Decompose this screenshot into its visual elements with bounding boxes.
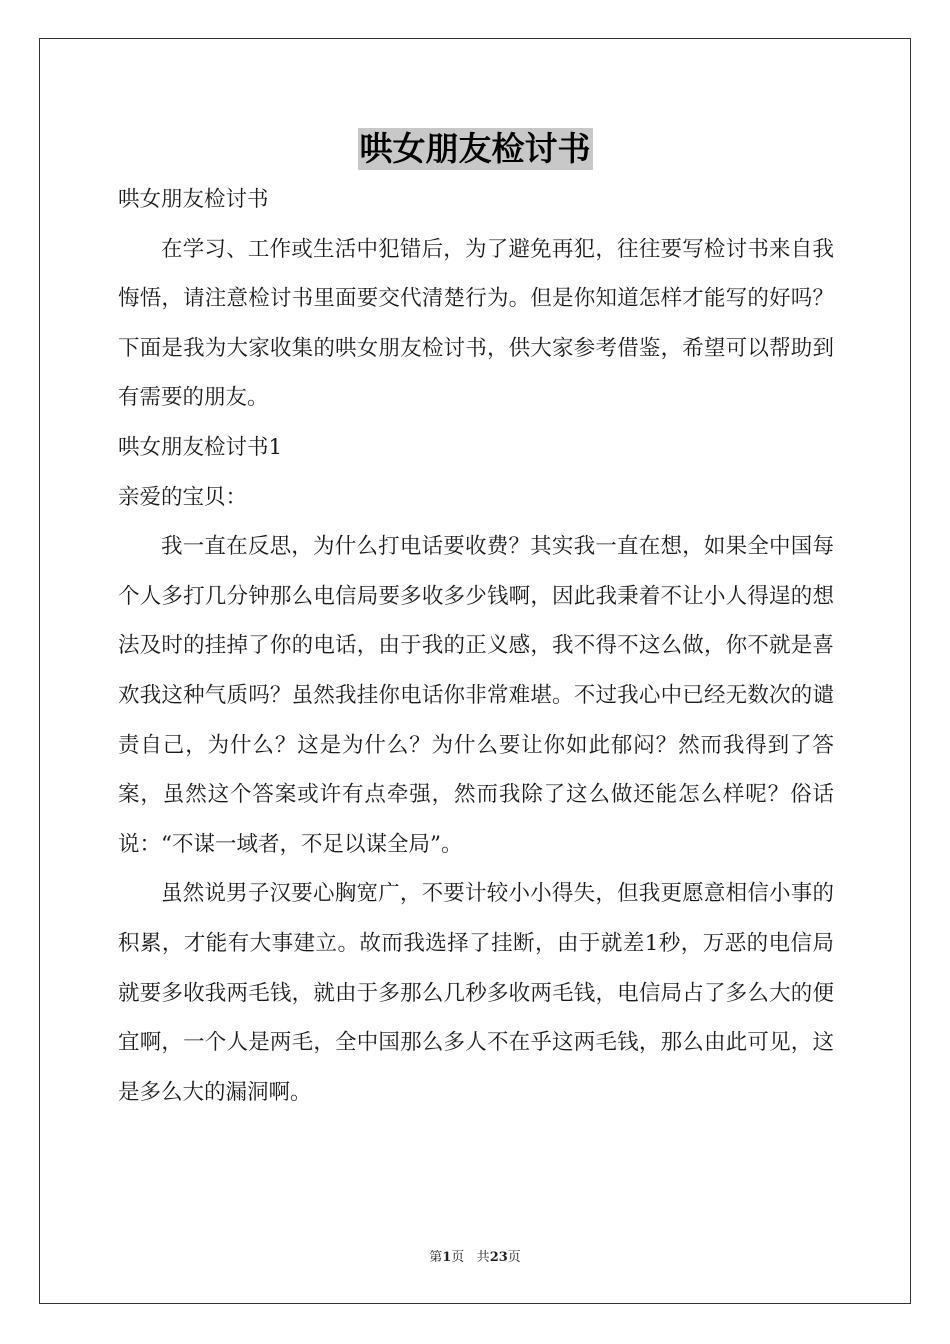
intro-paragraph: 在学习、工作或生活中犯错后，为了避免再犯，往往要写检讨书来自我悔悟，请注意检讨书里面要交代清楚行为。但是你知道怎样才能写的好吗？下面是我为大家收集的哄女朋友检讨书，供大家参考借鉴，希望可以帮助到有需要的朋友。 [118,236,834,411]
total-page-count: 23 [489,1250,508,1265]
footer-total-unit: 页 [507,1250,521,1265]
subtitle: 哄女朋友检讨书 [118,187,269,212]
section-heading: 哄女朋友检讨书1 [118,434,283,460]
page-footer [0,1246,950,1265]
current-page-number: 1 [442,1250,452,1265]
salutation: 亲爱的宝贝： [118,484,248,510]
body-paragraph-1: 我一直在反思，为什么打电话要收费？其实我一直在想，如果全中国每个人多打几分钟那么电信局要多收多少钱啊，因此我秉着不让小人得逞的想法及时的挂掉了你的电话，由于我的正义感，我不得不这么做，你不就是喜欢我这种气质吗？虽然我挂你电话你非常难堪。不过我心中已经无数次的谴责自己，为什么？这是为什么？为什么要让你如此郁闷？然而我得到了答案，虽然这个答案或许有点牵强，然而我除了这么做还能怎么样呢？俗话说：“不谋一域者，不足以谋全局”。 [118,534,834,857]
document-title: 哄女朋友检讨书 [359,129,591,168]
footer-prefix: 第 [429,1250,443,1265]
footer-page-unit: 页 [451,1250,465,1265]
document-body [118,175,834,1117]
footer-total-prefix: 共 [476,1250,490,1265]
body-paragraph-2: 虽然说男子汉要心胸宽广，不要计较小小得失，但我更愿意相信小事的积累，才能有大事建立。故而我选择了挂断，由于就差1秒，万恶的电信局就要多收我两毛钱，就由于多那么几秒多收两毛钱，电信局占了多么大的便宜啊，一个人是两毛，全中国那么多人不在乎这两毛钱，那么由此可见，这是多么大的漏洞啊。 [118,881,834,1105]
title-container [0,128,950,170]
